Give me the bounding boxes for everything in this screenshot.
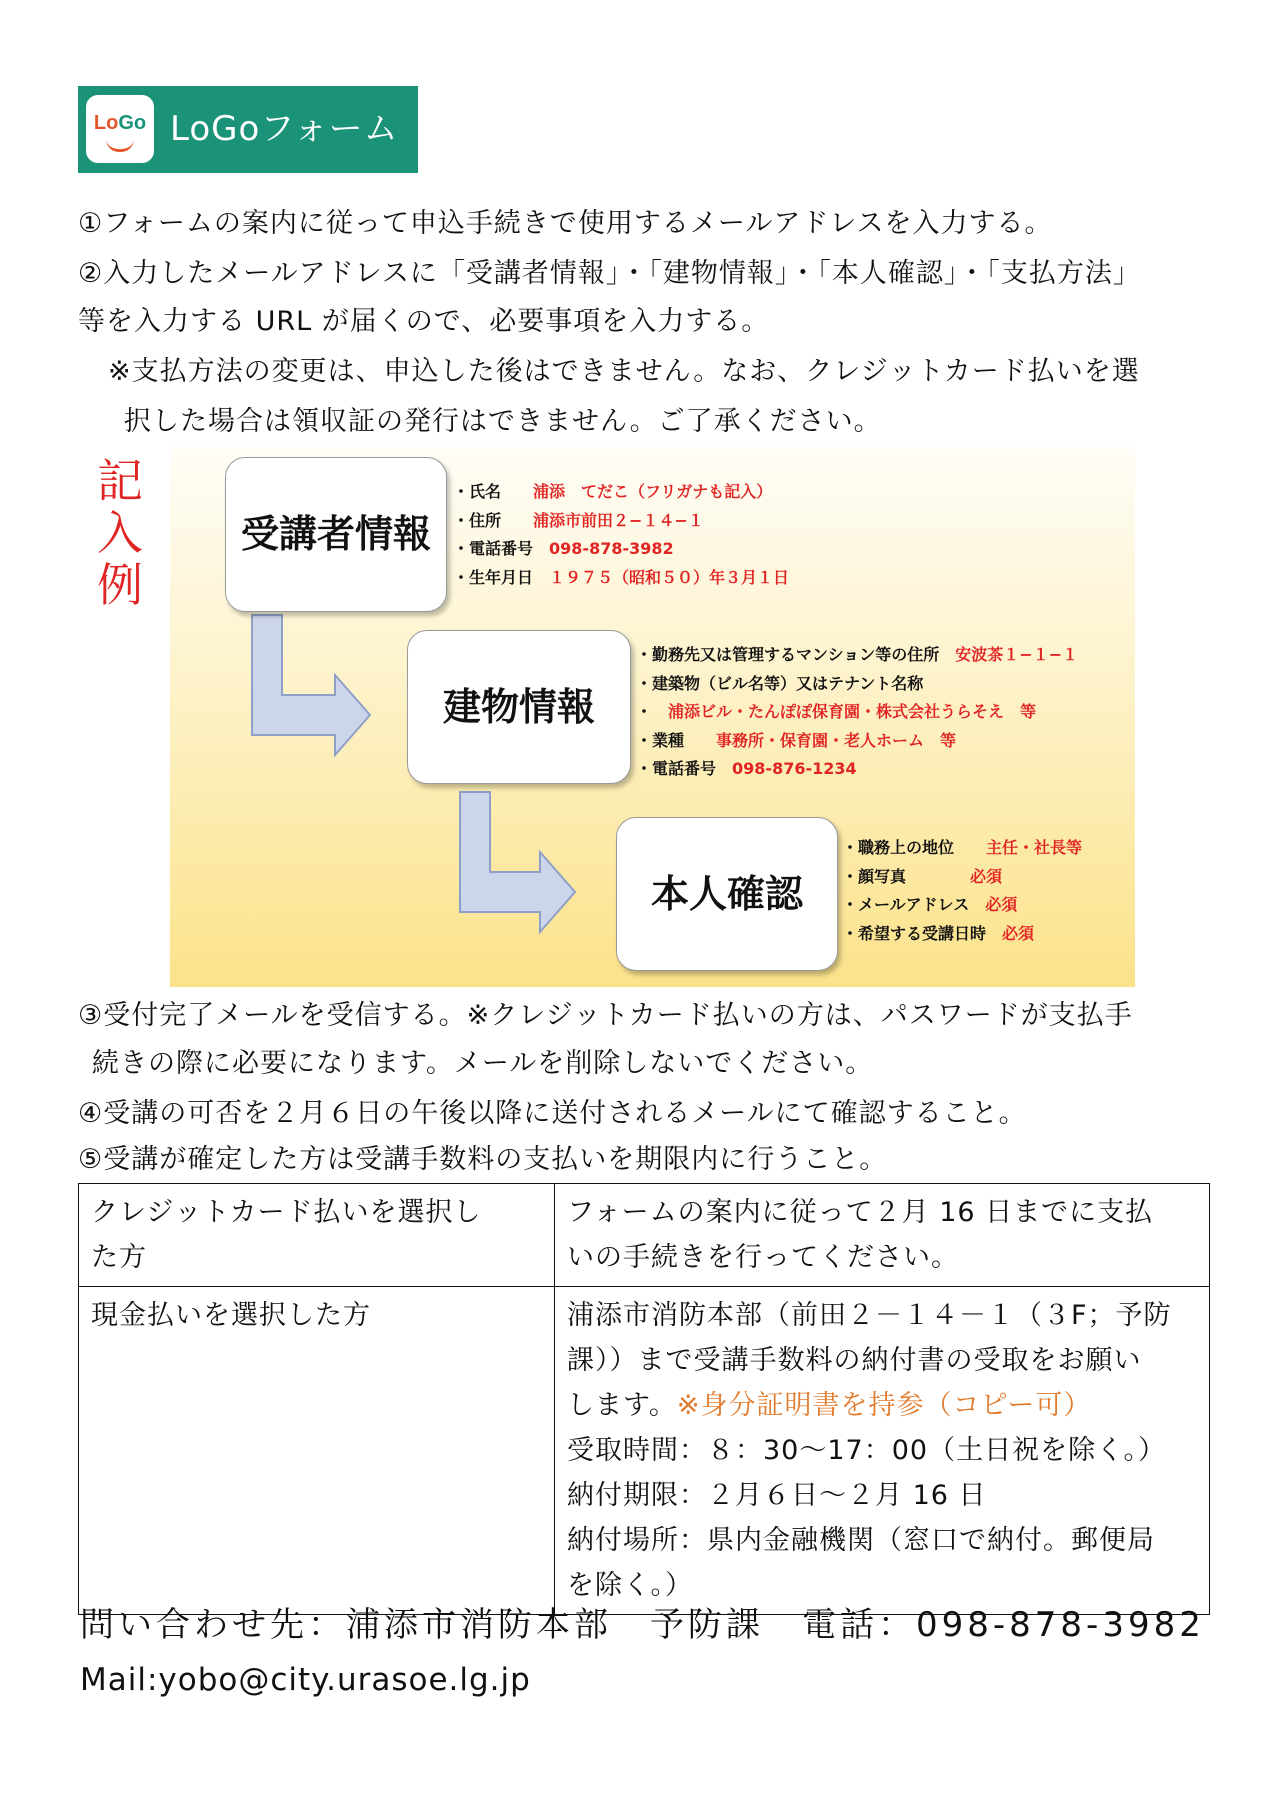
payment-method-cash: 現金払いを選択した方 xyxy=(79,1287,555,1615)
note-line-2: 択した場合は領収証の発行はできません。ご了承ください。 xyxy=(124,406,882,437)
note-line-1: ※支払方法の変更は、申込した後はできません。なお、クレジットカード払いを選 xyxy=(108,356,1140,387)
step-1: ①フォームの案内に従って申込手続きで使用するメールアドレスを入力する。 xyxy=(78,208,1053,239)
detail-row: ・勤務先又は管理するマンション等の住所 安波茶１−１−１ xyxy=(636,645,1079,664)
example-figure xyxy=(170,447,1135,987)
detail-row: ・住所 浦添市前田２−１４−１ xyxy=(453,510,704,530)
id-required-note: ※身分証明書を持参（コピー可） xyxy=(676,1390,1092,1421)
detail-row: ・業種 事務所・保育園・老人ホーム 等 xyxy=(636,730,957,750)
table-row xyxy=(79,1184,1210,1287)
box-attendee-info: 受講者情報 xyxy=(225,457,447,612)
payment-detail-credit: フォームの案内に従って２月 16 日までに支払 いの手続きを行ってください。 xyxy=(555,1184,1210,1287)
step-5: ⑤受講が確定した方は受講手数料の支払いを期限内に行うこと。 xyxy=(78,1144,888,1175)
attendee-info-details xyxy=(453,478,789,592)
table-row xyxy=(79,1287,1210,1615)
payment-table xyxy=(78,1183,1210,1615)
step-3-line-1: ③受付完了メールを受信する。※クレジットカード払いの方は、パスワードが支払手 xyxy=(78,1000,1133,1031)
building-info-details xyxy=(636,641,1078,784)
flow-arrow-2 xyxy=(460,792,575,932)
contact-line: 問い合わせ先：浦添市消防本部 予防課 電話：098-878-3982 xyxy=(80,1605,1205,1645)
detail-row: ・ 浦添ビル・たんぽぽ保育園・株式会社うらそえ 等 xyxy=(636,702,1037,721)
detail-row: ・メールアドレス 必須 xyxy=(842,895,1018,914)
step-4: ④受講の可否を２月６日の午後以降に送付されるメールにて確認すること。 xyxy=(78,1098,1027,1129)
detail-row: ・電話番号 098-876-1234 xyxy=(636,759,857,778)
flow-arrow-1 xyxy=(252,615,370,755)
detail-row: ・建築物（ビル名等）又はテナント名称 xyxy=(636,673,924,693)
example-label: 記入例 xyxy=(97,454,143,612)
step-3-line-2: 続きの際に必要になります。メールを削除しないでください。 xyxy=(92,1048,874,1079)
payment-method-credit: クレジットカード払いを選択し た方 xyxy=(79,1184,555,1287)
detail-row: ・生年月日 １９７５（昭和５０）年３月１日 xyxy=(453,567,790,587)
step-2-line-2: 等を入力する URL が届くので、必要事項を入力する。 xyxy=(78,306,770,337)
identity-check-details xyxy=(842,834,1082,948)
step-2-line-1: ②入力したメールアドレスに「受講者情報」・「建物情報」・「本人確認」・「支払方法」 xyxy=(78,258,1141,289)
detail-row: ・希望する受講日時 必須 xyxy=(842,923,1035,943)
logo-banner xyxy=(78,86,418,173)
logo-text: LoGoフォーム xyxy=(170,109,399,149)
box-identity-check: 本人確認 xyxy=(616,817,838,971)
detail-row: ・顔写真 必須 xyxy=(842,866,1003,886)
contact-mail: Mail:yobo@city.urasoe.lg.jp xyxy=(80,1662,531,1698)
logo-icon: LoGo xyxy=(86,95,154,163)
detail-row: ・職務上の地位 主任・社長等 xyxy=(842,838,1083,857)
detail-row: ・電話番号 098-878-3982 xyxy=(453,539,674,558)
detail-row: ・氏名 浦添 てだこ（フリガナも記入） xyxy=(453,482,773,501)
payment-detail-cash: 浦添市消防本部（前田２－１４－１（３F；予防 課））まで受講手数料の納付書の受取をお願い します。※身分証明書を持参（コピー可） 受取時間：８：30～17：00（土日祝を除く。） 納付期限：２月６日～２月 16 日 納付場所：県内金融機関（窓口で納付。郵便局 を除く。） xyxy=(555,1287,1210,1615)
box-building-info: 建物情報 xyxy=(407,630,631,784)
